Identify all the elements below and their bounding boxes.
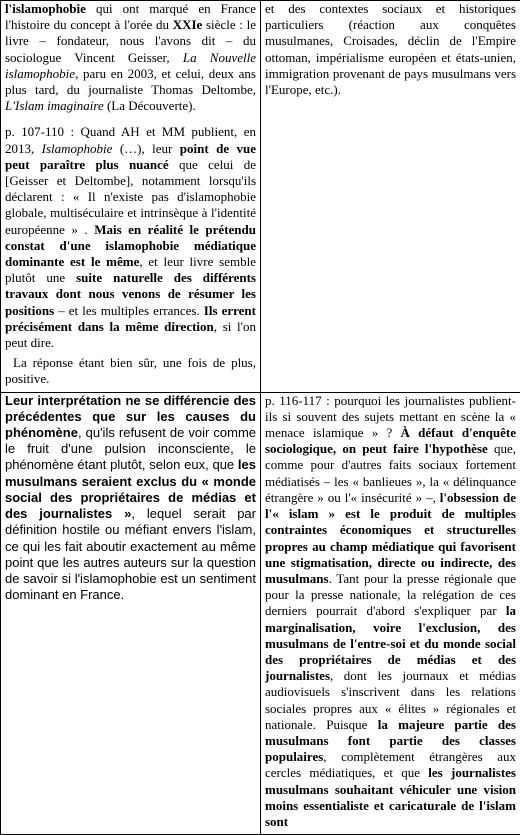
bold-text: les journalistes musulmans souhaitant véhiculer une vision moins essentialiste et caricaturale de l'islam sont [265,765,516,829]
bold-text: XXIe [173,17,203,32]
text-run: qui ont marqué en France l'histoire du concept à l'orée du [5,1,256,32]
bold-text: les musulmans seraient exclus du « monde social des propriétaires de médias et des journalistes » [5,457,256,521]
bold-text: la majeure partie des musulmans font partie des classes populaires [265,717,516,764]
bold-text: Leur interprétation ne se différencie des précédentes que sur les causes du phénomène [5,393,256,440]
bold-text: l'obsession de l'« islam » est le produit de multiples contraintes économiques et structurelles propres au champ médiatique qui favorisent une stigmatisation, directe ou indirecte, des musulmans [265,490,516,586]
text-run: (La Découverte). [104,98,196,113]
paragraph [5,124,256,351]
italic-text: La Nouvelle islamophobie [5,50,256,81]
paragraph [5,393,256,604]
text-run: La réponse étant bien sûr, une fois de plus, positive. [5,355,256,386]
text-run: que celui de [Geisser et Deltombe], notamment lorsqu'ils déclarent : « Il n'existe pas d'islamophobie globale, multiséculaire et intrinsèque à l'identité européenne » . [5,157,256,237]
text-run: p. 116-117 : pourquoi les journalistes publient-ils si souvent des sujets mettant en scène la « menace islamique » ? [265,393,516,440]
bold-text: suite naturelle des différents travaux dont nous venons de résumer les positions [5,270,256,317]
text-run: . Tant pour la presse régionale que pour la presse nationale, la relégation de ces derniers pourrait d'abord s'expliquer par [265,571,516,618]
bold-text: Mais en réalité le prétendu constat d'une islamophobie médiatique dominante est le même [5,222,256,269]
table-row [1,1,520,393]
text-run: siècle : le livre – fondateur, nous l'avons dit – du sociologue Vincent Geisser, [5,17,256,64]
text-run: , qu'ils refusent de voir comme le fruit d'une pulsion inconsciente, le phénomène étant plutôt, selon eux, que [5,425,256,472]
cell-row1-right [261,1,520,393]
bold-text: À défaut d'enquête sociologique, on peut faire l'hypothèse [265,425,516,456]
cell-row2-right [261,392,520,834]
text-run: , lequel serait par définition hostile ou méfiant envers l'islam, ce qui les fait aboutir exactement au même point que les autres auteurs sur la question de savoir si l'islamophobie est un sentiment dominant en France. [5,506,256,602]
text-run: et des contextes sociaux et historiques particuliers (réaction aux conquêtes musulmanes, Croisades, déclin de l'Empire ottoman, impérialisme européen et états-unien, immigration provenant de pays musulmans vers l'Europe, etc.). [265,1,516,97]
text-run: , paru en 2003, et celui, deux ans plus tard, du journaliste Thomas Deltombe, [5,66,256,97]
text-run: , si l'on peut dire. [5,319,256,350]
text-run: – et les multiples errances. [54,303,204,318]
paragraph [265,393,516,830]
bold-text: point de vue peut paraître plus nuancé [5,141,256,172]
bold-text: Ils errent précisément dans la même direction [5,303,256,334]
cell-row1-left [1,1,261,393]
text-run: , complètement étrangères aux cercles médiatiques, et que [265,749,516,780]
text-run: que, comme pour d'autres faits sociaux fortement médiatisés – les « banlieues », la « délinquance étrangère » ou l'« insécurité » –, [265,441,516,505]
text-run: , dont les journaux et médias audiovisuels s'inscrivent dans les relations sociales propres aux « élites » régionales et nationale. Puisque [265,668,516,732]
cell-row2-left [1,392,261,834]
text-run: p. 107-110 : Quand AH et MM publient, en 2013, [5,124,256,155]
paragraph [265,1,516,98]
bold-text: l'islamophobie [5,1,86,16]
table-row [1,392,520,834]
italic-text: Islamophobie [42,141,113,156]
paragraph [5,355,256,387]
bold-text: la marginalisation, voire l'exclusion, des musulmans de l'entre-soi et du monde social des propriétaires de médias et des journalistes [265,603,516,683]
text-run: , et leur livre semble plutôt une [5,254,256,285]
text-run: (…), leur [112,141,179,156]
italic-text: L'Islam imaginaire [5,98,104,113]
paragraph [5,1,256,114]
